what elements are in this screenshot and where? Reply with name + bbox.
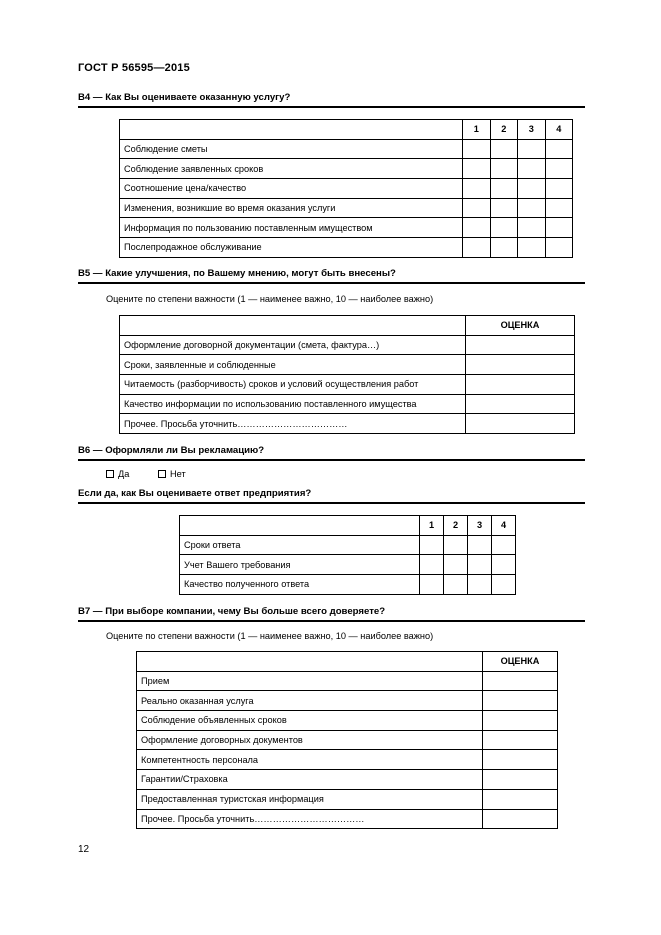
q4-col-4: 4 [545,120,573,140]
score-cell[interactable] [483,770,558,790]
score-cell[interactable] [483,730,558,750]
rating-cell[interactable] [420,575,444,595]
score-cell[interactable] [466,335,575,355]
table-row [137,730,558,750]
row-label: Сроки ответа [180,535,420,555]
row-label: Качество полученного ответа [180,575,420,595]
row-label: Реально оказанная услуга [137,691,483,711]
table-row [120,394,575,414]
row-label: Соотношение цена/качество [120,179,463,199]
row-label: Прием [137,671,483,691]
q7-title: В7 — При выборе компании, чему Вы больше всего доверяете? [78,606,386,617]
row-label: Качество информации по использованию поставленного имущества [120,394,466,414]
q6-option-yes-label: Да [118,469,130,479]
row-label: Учет Вашего требования [180,555,420,575]
q5-table [119,315,575,434]
rating-cell[interactable] [490,179,518,199]
table-row [137,809,558,829]
rating-cell[interactable] [463,159,491,179]
row-label: Послепродажное обслуживание [120,238,463,258]
row-label: Оформление договорных документов [137,730,483,750]
q7-table [136,651,558,829]
rating-cell[interactable] [518,139,546,159]
q6-table [179,515,516,595]
rating-cell[interactable] [492,555,516,575]
rating-cell[interactable] [463,198,491,218]
q4-header-row [120,120,573,140]
q6-title: В6 — Оформляли ли Вы рекламацию? [78,445,265,456]
row-label: Компетентность персонала [137,750,483,770]
rating-cell[interactable] [545,218,573,238]
rating-cell[interactable] [468,535,492,555]
q5-note: Оцените по степени важности (1 — наименее важно, 10 — наиболее важно) [106,294,434,304]
score-cell[interactable] [466,394,575,414]
q4-header-blank [120,120,463,140]
row-label: Прочее. Просьба уточнить……………………………… [137,809,483,829]
table-row [137,789,558,809]
rating-cell[interactable] [545,139,573,159]
q4-col-2: 2 [490,120,518,140]
q6-sub-rule [78,502,585,504]
score-cell[interactable] [483,789,558,809]
q5-rule [78,282,585,284]
q7-header-row [137,652,558,672]
table-row [120,238,573,258]
rating-cell[interactable] [468,575,492,595]
q4-table [119,119,573,258]
q6-rule [78,459,585,461]
rating-cell[interactable] [545,198,573,218]
score-cell[interactable] [466,355,575,375]
rating-cell[interactable] [545,179,573,199]
score-cell[interactable] [483,671,558,691]
q7-rule [78,620,585,622]
table-row [120,414,575,434]
rating-cell[interactable] [545,238,573,258]
table-row [120,218,573,238]
q6-option-no[interactable] [158,469,186,479]
row-label: Информация по пользованию поставленным имуществом [120,218,463,238]
q5-header-row [120,316,575,336]
q5-header-blank [120,316,466,336]
q6-option-yes[interactable] [106,469,129,479]
rating-cell[interactable] [490,238,518,258]
rating-cell[interactable] [420,535,444,555]
rating-cell[interactable] [492,535,516,555]
q7-note: Оцените по степени важности (1 — наименее важно, 10 — наиболее важно) [106,631,434,641]
row-label: Соблюдение объявленных сроков [137,711,483,731]
row-label: Прочее. Просьба уточнить……………………………… [120,414,466,434]
rating-cell[interactable] [463,218,491,238]
table-row [137,691,558,711]
rating-cell[interactable] [490,198,518,218]
score-cell[interactable] [466,414,575,434]
q6-col-1: 1 [420,516,444,536]
q6-subtitle: Если да, как Вы оцениваете ответ предприятия? [78,488,312,499]
rating-cell[interactable] [444,555,468,575]
score-cell[interactable] [483,711,558,731]
row-label: Соблюдение заявленных сроков [120,159,463,179]
row-label: Сроки, заявленные и соблюденные [120,355,466,375]
table-row [137,750,558,770]
row-label: Изменения, возникшие во время оказания услуги [120,198,463,218]
rating-cell[interactable] [492,575,516,595]
rating-cell[interactable] [463,139,491,159]
rating-cell[interactable] [420,555,444,575]
row-label: Оформление договорной документации (смета, фактура…) [120,335,466,355]
q6-header-blank [180,516,420,536]
table-row [137,671,558,691]
table-row [120,139,573,159]
rating-cell[interactable] [518,238,546,258]
q5-title: В5 — Какие улучшения, по Вашему мнению, могут быть внесены? [78,268,396,279]
table-row [137,711,558,731]
score-cell[interactable] [483,691,558,711]
table-row [180,535,516,555]
q7-score-header: ОЦЕНКА [483,652,558,672]
rating-cell[interactable] [490,139,518,159]
rating-cell[interactable] [444,575,468,595]
rating-cell[interactable] [545,159,573,179]
rating-cell[interactable] [444,535,468,555]
score-cell[interactable] [483,809,558,829]
rating-cell[interactable] [518,179,546,199]
rating-cell[interactable] [490,218,518,238]
table-row [120,179,573,199]
q6-col-3: 3 [468,516,492,536]
q6-header-row [180,516,516,536]
rating-cell[interactable] [518,159,546,179]
table-row [120,198,573,218]
q6-col-4: 4 [492,516,516,536]
rating-cell[interactable] [518,198,546,218]
rating-cell[interactable] [463,179,491,199]
q5-score-header: ОЦЕНКА [466,316,575,336]
document-id: ГОСТ Р 56595—2015 [78,62,190,74]
q4-title: В4 — Как Вы оцениваете оказанную услугу? [78,92,291,103]
table-row [120,375,575,395]
page-number: 12 [78,844,90,855]
rating-cell[interactable] [468,555,492,575]
table-row [120,159,573,179]
score-cell[interactable] [466,375,575,395]
q6-option-no-label: Нет [170,469,186,479]
score-cell[interactable] [483,750,558,770]
table-row [120,335,575,355]
table-row [180,555,516,575]
q4-rule [78,106,585,108]
table-row [120,355,575,375]
q4-col-1: 1 [463,120,491,140]
rating-cell[interactable] [463,238,491,258]
rating-cell[interactable] [490,159,518,179]
q4-col-3: 3 [518,120,546,140]
table-row [180,575,516,595]
q7-header-blank [137,652,483,672]
row-label: Соблюдение сметы [120,139,463,159]
table-row [137,770,558,790]
q6-col-2: 2 [444,516,468,536]
checkbox-icon[interactable] [106,470,114,478]
rating-cell[interactable] [518,218,546,238]
row-label: Читаемость (разборчивость) сроков и условий осуществления работ [120,375,466,395]
row-label: Предоставленная туристская информация [137,789,483,809]
checkbox-icon[interactable] [158,470,166,478]
row-label: Гарантии/Страховка [137,770,483,790]
